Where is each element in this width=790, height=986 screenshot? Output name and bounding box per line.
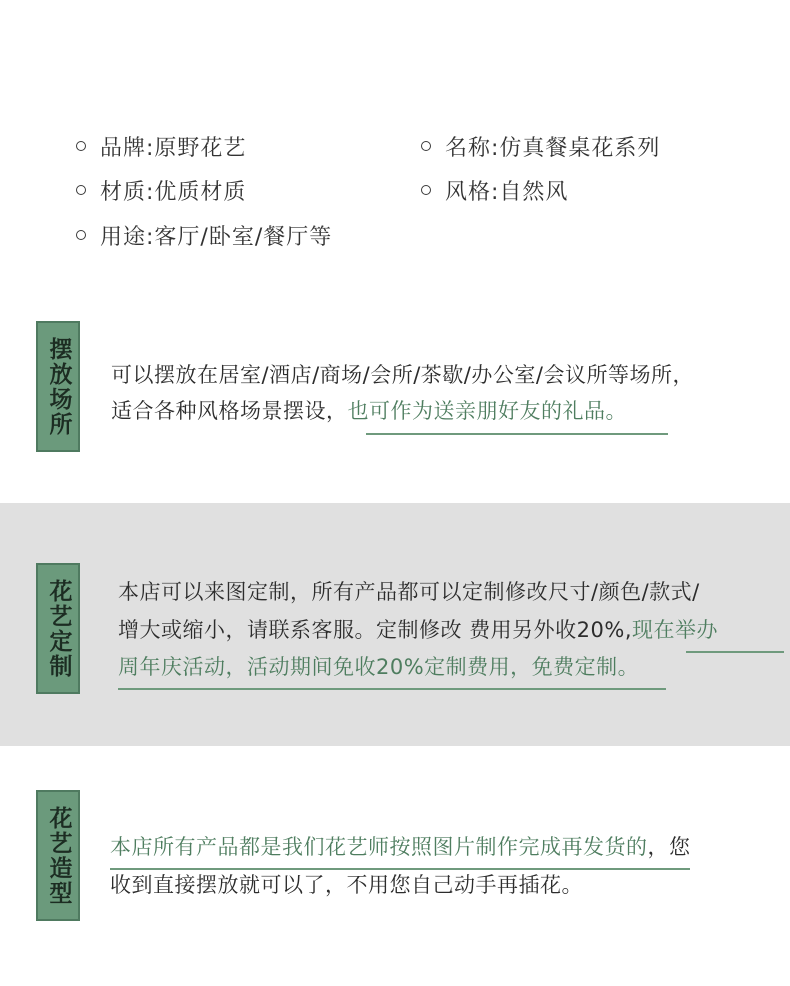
styling-line-2 — [110, 870, 583, 900]
custom-line-2-plain: 增大或缩小，请联系客服。定制修改 费用另外收20%, — [118, 618, 633, 642]
custom-line-3-text: 周年庆活动，活动期间免收20%定制费用，免费定制。 — [118, 655, 640, 679]
styling-tag-label: 花艺造型 — [45, 805, 72, 906]
custom-line-1-text: 本店可以来图定制，所有产品都可以定制修改尺寸/颜色/款式/ — [118, 580, 700, 604]
placement-line-1 — [111, 360, 694, 390]
spec-usage — [76, 220, 332, 250]
styling-tag — [36, 790, 80, 921]
bullet-icon — [76, 230, 86, 240]
spec-brand-text: 品牌:原野花艺 — [100, 135, 247, 161]
custom-line-1 — [118, 577, 700, 607]
placement-line-2-plain: 适合各种风格场景摆设， — [111, 399, 348, 423]
styling-line-1-highlight: 本店所有产品都是我们花艺师按照图片制作完成再发货的 — [110, 835, 648, 859]
custom-line-2-highlight: 现在举办 — [632, 618, 719, 642]
bullet-icon — [421, 141, 431, 151]
spec-name — [421, 131, 660, 161]
spec-style — [421, 175, 568, 205]
placement-underline — [366, 433, 668, 435]
bullet-icon — [76, 141, 86, 151]
custom-line-3 — [118, 652, 639, 682]
spec-usage-text: 用途:客厅/卧室/餐厅等 — [100, 224, 333, 250]
spec-name-text: 名称:仿真餐桌花系列 — [445, 135, 661, 161]
spec-brand — [76, 131, 246, 161]
custom-underline-1 — [686, 651, 784, 653]
placement-line-2-highlight: 也可作为送亲朋好友的礼品。 — [347, 399, 627, 423]
bullet-icon — [421, 185, 431, 195]
spec-style-text: 风格:自然风 — [445, 179, 569, 205]
custom-tag — [36, 563, 80, 694]
placement-tag — [36, 321, 80, 452]
placement-tag-label: 摆放场所 — [45, 336, 72, 437]
spec-material — [76, 175, 246, 205]
placement-line-1-text: 可以摆放在居室/酒店/商场/会所/茶歇/办公室/会议所等场所， — [111, 363, 694, 387]
spec-material-text: 材质:优质材质 — [100, 179, 247, 205]
bullet-icon — [76, 185, 86, 195]
styling-line-1 — [110, 832, 691, 862]
placement-line-2 — [111, 396, 627, 426]
custom-tag-label: 花艺定制 — [45, 578, 72, 679]
styling-line-2-text: 收到直接摆放就可以了，不用您自己动手再插花。 — [110, 873, 583, 897]
custom-line-2 — [118, 615, 718, 645]
styling-line-1-plain: ，您 — [647, 835, 691, 859]
custom-underline-2 — [118, 688, 666, 690]
